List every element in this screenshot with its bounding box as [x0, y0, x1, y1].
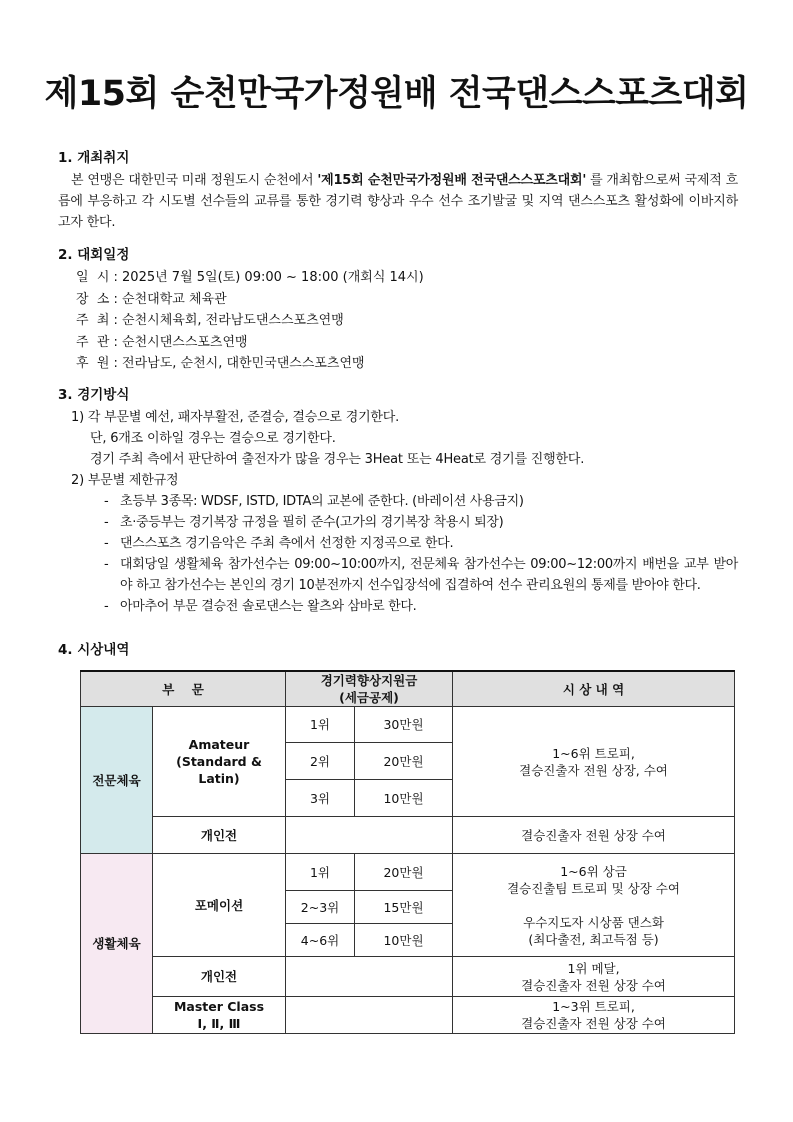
amount-cell: 10만원 [355, 780, 453, 817]
rule-item: - 대회당일 생활체육 참가선수는 09:00~10:00까지, 전문체육 참가선수는 09:00~12:00까지 배번을 교부 받아야 하고 참가선수는 본인의 경기 10분전까지 선수입장석에 집결하여 선수 관리요원의 통제를 받아야 한다. [104, 554, 738, 596]
rank-cell: 4~6위 [286, 924, 355, 957]
schedule-organizer: 주 관 : 순천시댄스스포츠연맹 [76, 334, 248, 350]
method-item-2: 2) 부문별 제한규정 [71, 472, 179, 488]
header-award: 시 상 내 역 [453, 671, 735, 707]
amount-cell: 20만원 [355, 743, 453, 780]
master-class-award: 1~3위 트로피, 결승진출자 전원 상장 수여 [453, 997, 735, 1034]
rank-cell: 2위 [286, 743, 355, 780]
amount-cell: 10만원 [355, 924, 453, 957]
purpose-text-before: 본 연맹은 대한민국 미래 정원도시 순천에서 [71, 173, 318, 188]
header-support: 경기력향상지원금 (세금공제) [286, 671, 453, 707]
schedule-venue: 장 소 : 순천대학교 체육관 [76, 291, 227, 307]
rank-cell: 2~3위 [286, 891, 355, 924]
schedule-date: 일 시 : 2025년 7월 5일(토) 09:00 ~ 18:00 (개회식 14시) [76, 270, 424, 285]
amount-cell: 20만원 [355, 854, 453, 891]
formation-award: 1~6위 상금 결승진출팀 트로피 및 상장 수여 우수지도자 시상품 댄스화 (최다출전, 최고득점 등) [453, 854, 735, 957]
section-heading: 1. 개최취지 [58, 150, 130, 166]
spacer [455, 897, 732, 914]
amount-cell: 15만원 [355, 891, 453, 924]
dash-bullet: - [104, 556, 109, 572]
document-body [58, 148, 738, 658]
amateur-award: 1~6위 트로피, 결승진출자 전원 상장, 수여 [453, 707, 735, 817]
pro-individual-award: 결승진출자 전원 상장 수여 [453, 817, 735, 854]
master-class-category: Master Class Ⅰ, Ⅱ, Ⅲ [153, 997, 286, 1034]
amount-cell: 30만원 [355, 707, 453, 743]
purpose-text-after: 를 개최함으로써 국제적 흐름에 부응하고 각 시도별 선수들의 교류를 통한 경기력 향상과 우수 선수 조기발굴 및 지역 댄스스포츠 활성화에 이바지하고자 한다. [58, 173, 738, 230]
rank-cell: 3위 [286, 780, 355, 817]
schedule-list [58, 267, 738, 375]
section-schedule [58, 245, 738, 375]
purpose-paragraph [58, 170, 738, 233]
rule-item: - 댄스스포츠 경기음악은 주최 측에서 선정한 지정곡으로 한다. [104, 533, 738, 554]
empty-cell [286, 957, 453, 997]
rules-list [71, 491, 738, 617]
section-purpose [58, 148, 738, 233]
method-item-1-line: 단, 6개조 이하일 경우는 결승으로 경기한다. [90, 430, 336, 446]
group-professional: 전문체육 [81, 707, 153, 854]
formation-category: 포메이션 [153, 854, 286, 957]
dash-bullet: - [104, 598, 109, 614]
rule-item: - 아마추어 부문 결승전 솔로댄스는 왈츠와 삼바로 한다. [104, 596, 738, 617]
method-item-1-line: 경기 주최 측에서 판단하여 출전자가 많을 경우는 3Heat 또는 4Heat로 경기를 진행한다. [90, 451, 585, 467]
amateur-category: Amateur (Standard & Latin) [153, 707, 286, 817]
group-lifestyle: 생활체육 [81, 854, 153, 1034]
method-body [58, 407, 738, 617]
section-method [58, 385, 738, 617]
dash-bullet: - [104, 514, 109, 530]
schedule-sponsor: 후 원 : 전라남도, 순천시, 대한민국댄스스포츠연맹 [76, 356, 365, 371]
header-division: 부 문 [81, 671, 286, 707]
life-individual-category: 개인전 [153, 957, 286, 997]
event-name-bold: '제15회 순천만국가정원배 전국댄스스포츠대회' [317, 173, 587, 188]
page-title: 제15회 순천만국가정원배 전국댄스스포츠대회 [44, 74, 749, 114]
empty-cell [286, 817, 453, 854]
empty-cell [286, 997, 453, 1034]
method-item-1: 1) 각 부문별 예선, 패자부활전, 준결승, 결승으로 경기한다. [71, 409, 400, 425]
rule-item: - 초·중등부는 경기복장 규정을 필히 준수(고가의 경기복장 착용시 퇴장) [104, 512, 738, 533]
section-heading: 2. 대회일정 [58, 247, 130, 263]
life-individual-award: 1위 메달, 결승진출자 전원 상장 수여 [453, 957, 735, 997]
rank-cell: 1위 [286, 707, 355, 743]
schedule-host: 주 최 : 순천시체육회, 전라남도댄스스포츠연맹 [76, 313, 344, 328]
dash-bullet: - [104, 493, 109, 509]
section-heading: 4. 시상내역 [58, 642, 130, 658]
rule-item: - 초등부 3종목: WDSF, ISTD, IDTA의 교본에 준한다. (바레이션 사용금지) [104, 491, 738, 512]
rank-cell: 1위 [286, 854, 355, 891]
awards-table [80, 670, 735, 1034]
section-heading: 3. 경기방식 [58, 386, 130, 403]
pro-individual-category: 개인전 [153, 817, 286, 854]
dash-bullet: - [104, 535, 109, 551]
